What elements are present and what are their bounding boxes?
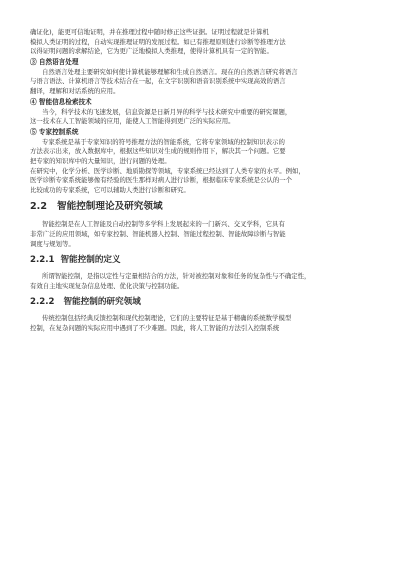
- text-line: 非常广泛的应用领域，如专家控制、智能机器人控制、智能过程控制、智能故障诊断与智能: [30, 229, 286, 238]
- paragraph-nlp: [30, 68, 370, 97]
- text-line: 传统控制包括经典反馈控制和现代控制理论，它们的主要特征是基于精确的系统数学模型: [42, 314, 292, 323]
- subsection-retrieval-heading: ④ 智能信息检索技术: [30, 97, 92, 106]
- text-line: 专家系统是基于专家知识的符号推理方法的智能系统，它将专家领域的控制知识表示的: [42, 137, 285, 146]
- text-line: 比较成功的专家系统，它可以辅助人类进行诊断和研究。: [30, 185, 190, 194]
- text-line: 确证化)，能更可信地证明，并在推理过程中随时修正这些证据。证明过程就是计算机: [30, 28, 269, 36]
- text-line: 智能控制是在人工智能及自动控制等多学科上发展起来的一门新兴、交叉学科，它具有: [42, 220, 285, 229]
- text-line: 这一技术在人工智能领域的应用，能使人工智能得到更广泛的实际应用。: [30, 117, 235, 126]
- section-title: 智能控制的研究领域: [63, 297, 141, 308]
- section-heading-2-2-2: [30, 297, 370, 308]
- section-heading-2-2-1: [30, 255, 370, 266]
- paragraph-proof: [30, 28, 370, 57]
- text-line: 调度与规划等。: [30, 239, 75, 248]
- paragraph-definition: [30, 272, 370, 291]
- text-line: 方法表示出来，放入数据库中，根据这些知识对生成的规则作用下，解决其一个问题。它要: [30, 147, 286, 156]
- text-line: 自然语言处理主要研究如何使计算机能够理解和生成自然语言。现在的自然语言研究将语言: [42, 67, 298, 76]
- text-line: 当今，科学技术的飞速发展，信息资源是日新月异的科学与技术研究中重要的研究课题，: [42, 107, 292, 116]
- paragraph-research-fields: [30, 314, 370, 333]
- text-line: 医学诊断专家系统能够像有经验的医生那样对病人进行诊断，根据临床专家系统是公认的一个: [30, 176, 293, 185]
- text-line: 把专家的知识库中的大量知识，进行问题的处理。: [30, 156, 171, 165]
- paragraph-retrieval: [30, 108, 370, 127]
- paragraph-expert: [30, 138, 370, 196]
- subsection-nlp-heading: ③ 自然语言处理: [30, 57, 79, 66]
- text-line: 以得证明问题的求解结论，它为更广泛地模拟人类推理，使得计算机具有一定的智能。: [30, 47, 273, 56]
- subsection-expert-heading: ⑤ 专家控制系统: [30, 127, 79, 136]
- section-number: 2.2.1: [30, 255, 55, 266]
- section-number: 2.2: [30, 201, 47, 213]
- text-line: 有效自主地实现复杂信息处理、优化决策与控制功能。: [30, 281, 184, 290]
- text-line: 所谓智能控制，是指以定性与定量相结合的方法，针对被控制对象和任务的复杂性与不确定性，: [42, 272, 311, 281]
- text-line: 控制，在复杂问题的实际应用中遇到了不少难题。因此，将人工智能的方法引入控制系统: [30, 323, 280, 332]
- section-number: 2.2.2: [30, 297, 55, 308]
- text-line: 翻译，理解和对话系统的应用。: [30, 86, 120, 95]
- paragraph-intelligent-control: [30, 220, 370, 249]
- text-line: 模拟人类证明的过程，自动实现推理证明的发展过程。如已有推理原则进行诊断等推理方法: [30, 37, 286, 46]
- section-heading-2-2: [30, 201, 370, 213]
- text-line: 与语言语法、计算机语言等技术结合在一起，在文字识别和语音识别系统中实现高效的语言: [30, 77, 286, 86]
- section-title: 智能控制理论及研究领域: [57, 201, 163, 213]
- text-line: 在研究中，化学分析、医学诊断、地质勘探等领域，专家系统已经达到了人类专家的水平。例如，: [30, 166, 305, 175]
- section-title: 智能控制的定义: [60, 255, 121, 266]
